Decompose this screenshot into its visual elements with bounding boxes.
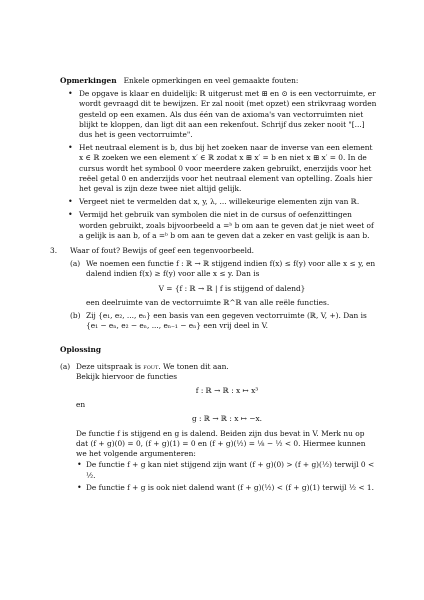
- solution-intro-2: . We tonen dit aan.: [158, 361, 229, 371]
- part-label: (a): [60, 361, 71, 371]
- part-after: een deelruimte van de vectorruimte ℝ^ℝ van alle reële functies.: [86, 297, 330, 307]
- solution-a: [60, 362, 378, 493]
- argument-item: • De functie f + g is ook niet dalend want (f + g)(½) < (f + g)(1) terwijl ½ < 1.: [76, 483, 378, 493]
- solution-line2: Bekijk hiervoor de functies: [76, 371, 178, 381]
- question-title: Waar of fout? Bewijs of geef een tegenvoorbeeld.: [70, 246, 255, 256]
- remarks-intro-text: Enkele opmerkingen en veel gemaakte fouten:: [123, 76, 299, 85]
- document-page: [50, 76, 378, 495]
- solution-intro-1: Deze uitspraak is: [76, 361, 141, 371]
- part-text: Zij {e₁, e₂, ..., eₙ} een basis van een gegeven vectorruimte (ℝ, V, +). Dan is {e₁ − eₙ, e₂ − eₙ, ..., eₙ₋₁ − eₙ} een vrij deel in V.: [86, 311, 367, 331]
- argument-list: [76, 460, 378, 493]
- remark-item: • Vergeet niet te vermelden dat x, y, λ, ... willekeurige elementen zijn van ℝ.: [60, 197, 378, 207]
- remark-item: • Het neutraal element is b, dus bij het zoeken naar de inverse van een element x ∈ ℝ zoeken we een element x′ ∈ ℝ zodat x ⊞ x′ = b en niet x ⊞ x′ = 0. In de cursus wordt het symbool 0 voor meerdere zaken gebruikt, enerzijds voor het reëel getal 0 en anderzijds voor het neutraal element van optelling. Zoals hier het geval is zijn deze twee niet altijd gelijk.: [60, 143, 378, 194]
- part-text: We noemen een functie f : ℝ → ℝ stijgend indien f(x) ≤ f(y) voor alle x ≤ y, en dalend indien f(x) ≥ f(y) voor alle x ≤ y. Dan is: [86, 259, 376, 279]
- g-definition: g : ℝ → ℝ : x ↦ −x.: [191, 414, 263, 424]
- fout-word: fout: [143, 361, 159, 371]
- solution-heading: Oplossing: [60, 345, 102, 355]
- question-number: 3.: [50, 246, 58, 256]
- remarks-list: [60, 89, 378, 241]
- formula-v: V = {f : ℝ → ℝ | f is stijgend of dalend}: [158, 283, 306, 293]
- question-3b: [70, 311, 378, 331]
- question-3: [50, 246, 378, 331]
- part-label: (b): [70, 311, 81, 321]
- remarks-intro: [60, 76, 378, 86]
- en-word: en: [76, 400, 86, 410]
- f-definition: f : ℝ → ℝ : x ↦ x³: [195, 386, 259, 396]
- remarks-heading: Opmerkingen: [60, 76, 117, 85]
- remark-item: • Vermijd het gebruik van symbolen die niet in de cursus of oefenzittingen worden gebruikt, zoals bijvoorbeeld a =ᵇ b om aan te geven dat je niet weet of a gelijk is aan b, of a =ᵇ b om aan te geven dat a zeker en vast gelijk is aan b.: [60, 210, 378, 241]
- solution-paragraph: De functie f is stijgend en g is dalend. Beiden zijn dus bevat in V. Merk nu op dat (f + g)(0) = 0, (f + g)(1) = 0 en (f + g)(½) = ⅛ − ½ < 0. Hiermee kunnen we het volgende argumenteren:: [76, 428, 366, 459]
- argument-item: • De functie f + g kan niet stijgend zijn want (f + g)(0) > (f + g)(½) terwijl 0 < ½.: [76, 460, 378, 480]
- question-3a: [70, 259, 378, 308]
- part-label: (a): [70, 259, 81, 269]
- remark-item: • De opgave is klaar en duidelijk: ℝ uitgerust met ⊞ en ⊙ is een vectorruimte, er wordt gevraagd dit te bewijzen. Er zal nooit (met opzet) een strikvraag worden gesteld op een examen. Als dus één van de axioma's van vectorruimten niet blijkt te kloppen, dan ligt dit aan een rekenfout. Schrijf dus zeker nooit "[...] dus het is geen vectorruimte".: [60, 89, 378, 140]
